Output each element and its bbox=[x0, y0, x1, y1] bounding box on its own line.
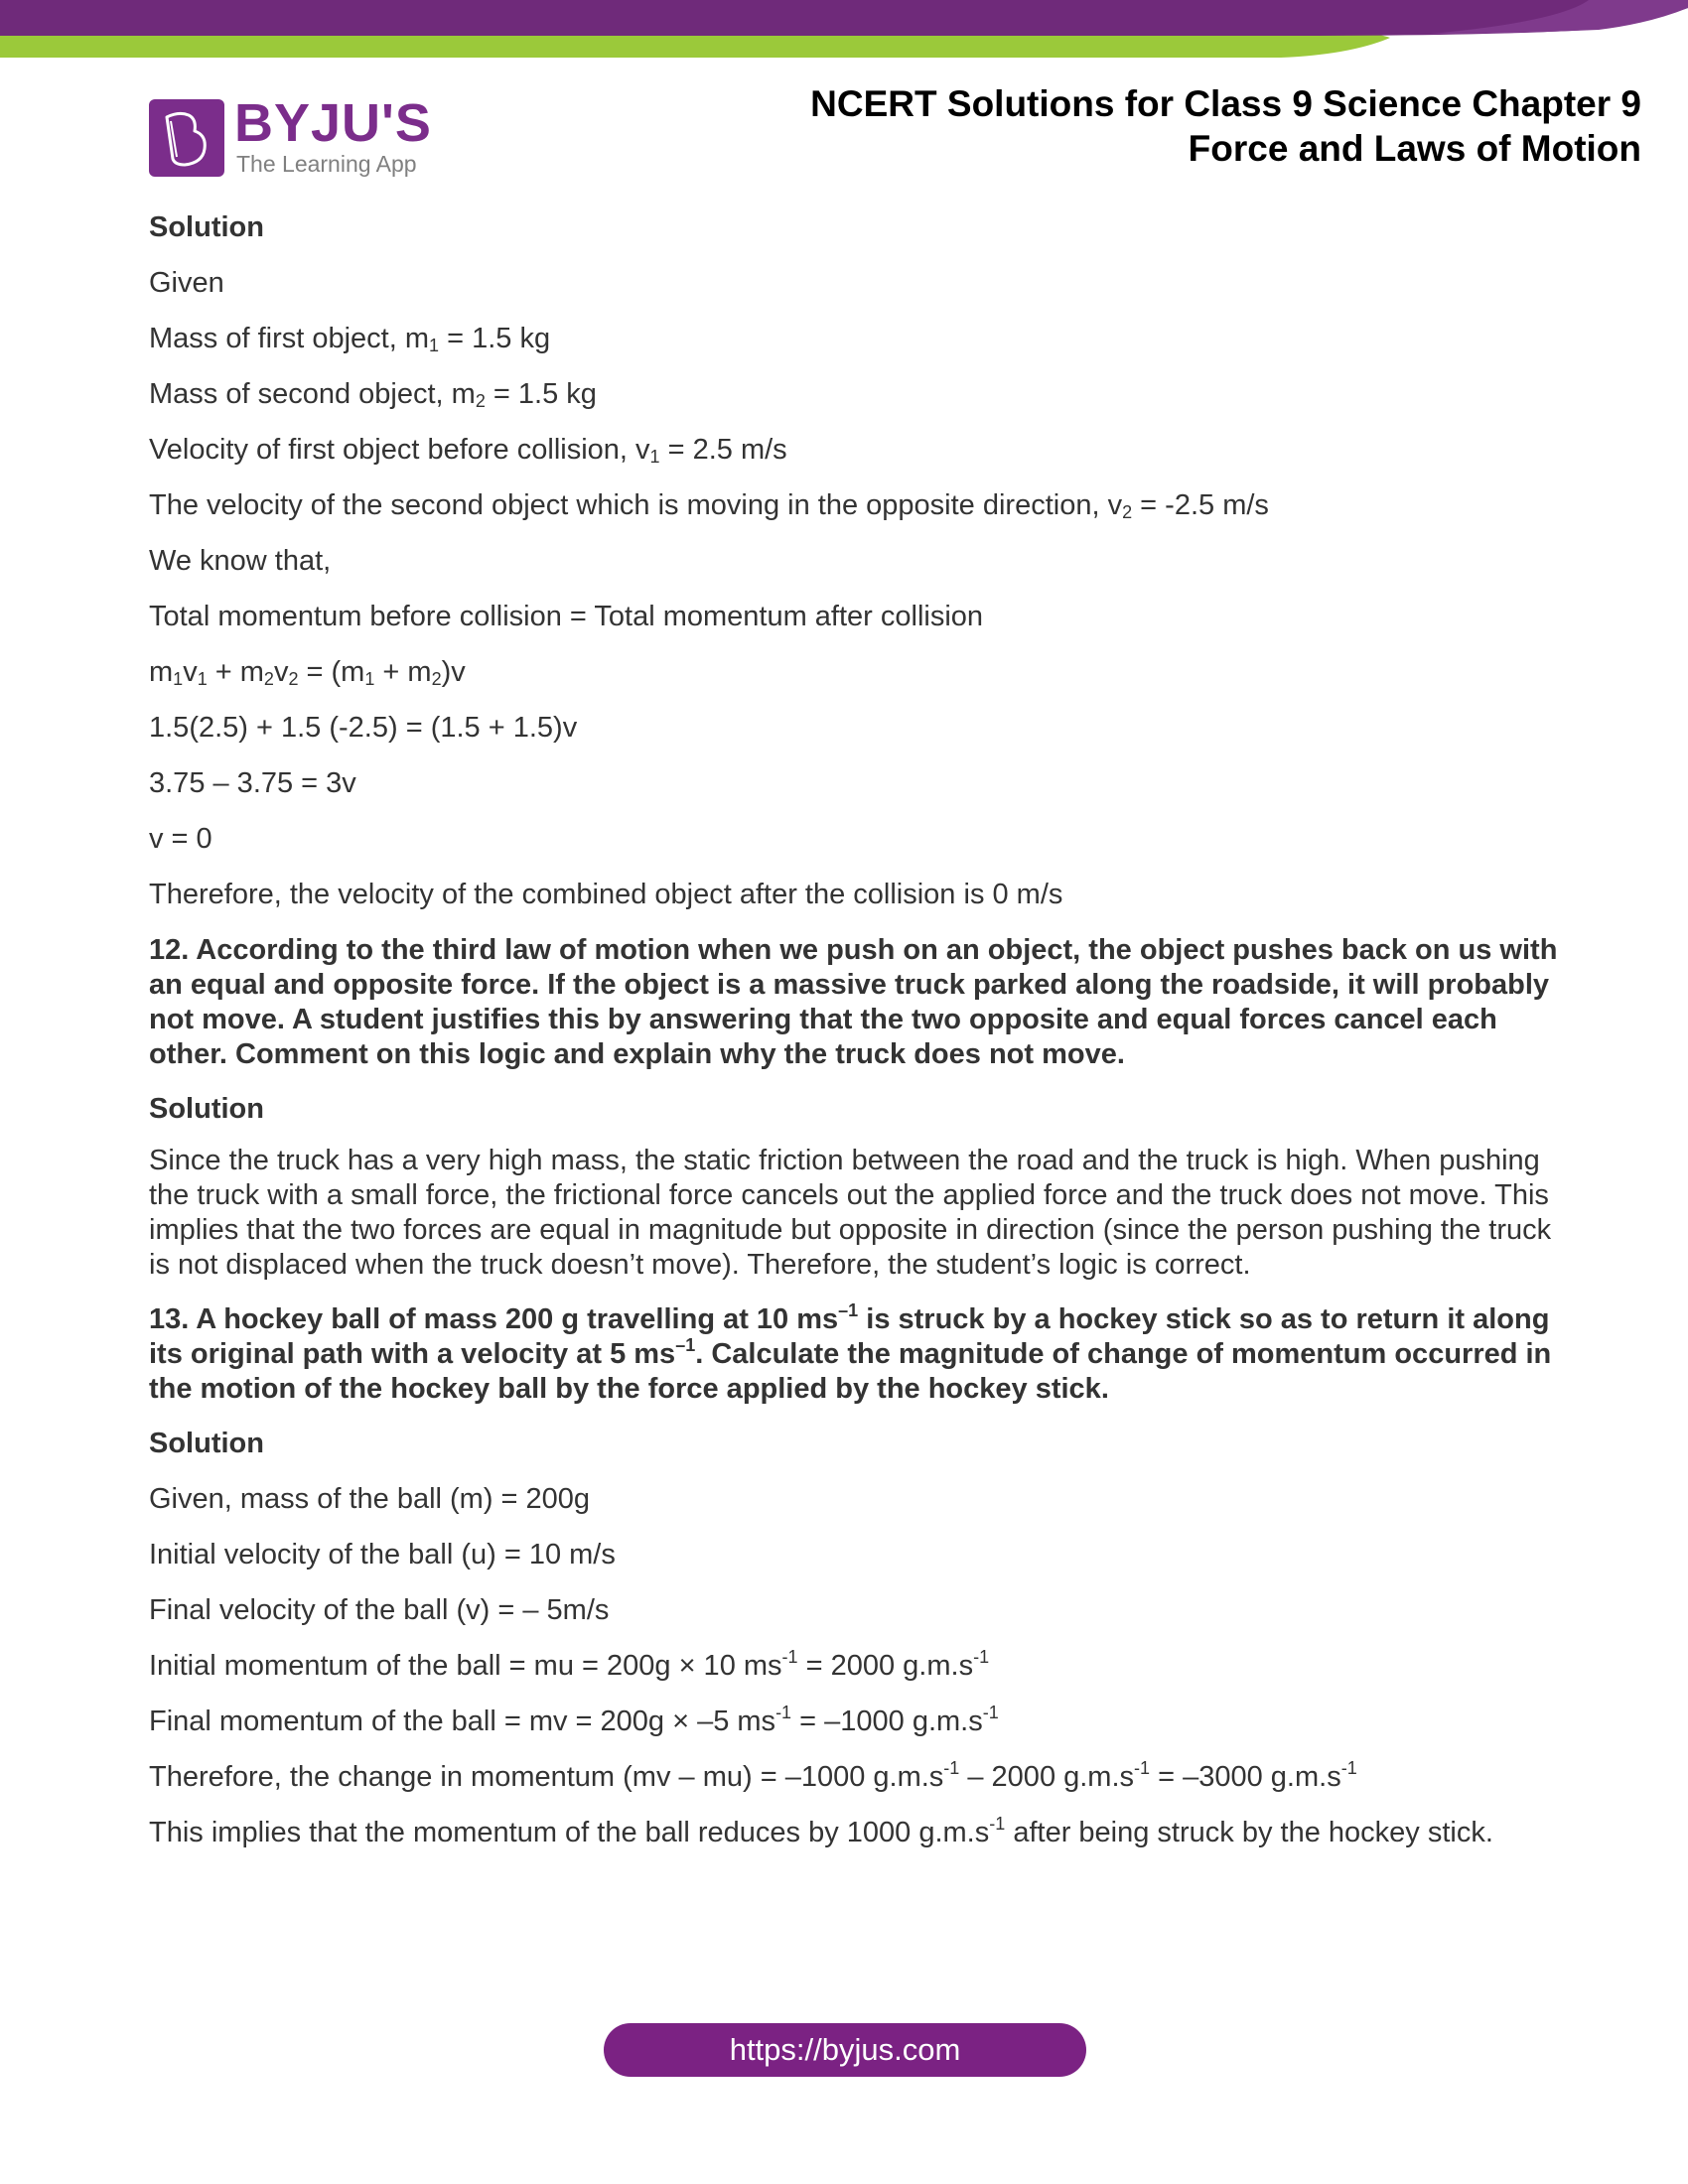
header-decorative-bars bbox=[0, 0, 1688, 62]
momentum-implication: This implies that the momentum of the ball reduces by 1000 $g.m.s^{-1}$ after being struck by the hockey stick. bbox=[149, 1814, 1493, 1848]
velocity-second-object: The velocity of the second object which is moving in the opposite direction, $v_2 = -2.5$ m/s bbox=[149, 489, 1269, 522]
ball-initial-velocity: Initial velocity of the ball (u) = 10 m/s bbox=[149, 1539, 616, 1570]
initial-momentum: Initial momentum of the ball = mu = 200g × 10 $ms^{-1} = 2000$ $g.m.s^{-1}$ bbox=[149, 1647, 990, 1682]
answer-12: Since the truck has a very high mass, the static friction between the road and the truck is high. When pushing the truck with a small force, the frictional force cancels out the applied force and the truck does not move. This implies that the two forces are equal in magnitude but opposite in direction (since the person pushing the truck is not displaced when the truck doesn’t move). Therefore, the student’s logic is correct. bbox=[149, 1145, 1552, 1281]
result-step: v = 0 bbox=[149, 823, 212, 855]
momentum-equation: $m_1v_1 + m_2v_2 = (m_1 + m_2)v$ bbox=[149, 656, 466, 689]
change-in-momentum: Therefore, the change in momentum (mv – mu) = –1000 $g.m.s^{-1} - 2000$ $g.m.s^{-1} = -3000$ $g.m.s^{-1}$ bbox=[149, 1758, 1357, 1793]
final-momentum: Final momentum of the ball = mv = 200g × –5 $ms^{-1} = -1000$ $g.m.s^{-1}$ bbox=[149, 1703, 999, 1737]
brand-tagline: The Learning App bbox=[236, 151, 417, 177]
document-body bbox=[149, 210, 1559, 1870]
page-title-line2: Force and Laws of Motion bbox=[1188, 128, 1641, 169]
substitution-step: 1.5(2.5) + 1.5 (-2.5) = (1.5 + 1.5)v bbox=[149, 712, 578, 744]
byjus-logo bbox=[149, 93, 437, 179]
question-13: 13. A hockey ball of mass 200 g travelling at 10 $ms^{-1}$ is struck by a hockey stick so as to return it along its original path with a velocity at 5 $ms^{-1}$. Calculate the magnitude of change of momentum occurred in the motion of the hockey ball by the force applied by the hockey stick. bbox=[149, 1300, 1552, 1405]
simplification-step: 3.75 – 3.75 = 3v bbox=[149, 767, 356, 799]
brand-name: BYJU'S bbox=[234, 93, 432, 153]
we-know-that: We know that, bbox=[149, 545, 332, 577]
page-title bbox=[810, 81, 1641, 171]
solution-heading-12: Solution bbox=[149, 1093, 264, 1125]
footer-website-link[interactable]: https://byjus.com bbox=[604, 2023, 1086, 2077]
mass-first-object: Mass of first object, $m_1 = 1.5$ kg bbox=[149, 323, 551, 355]
velocity-first-object: Velocity of first object before collision, $v_1 = 2.5$ m/s bbox=[149, 434, 787, 467]
byjus-b-logo-icon bbox=[149, 99, 224, 177]
solution-heading-13: Solution bbox=[149, 1428, 264, 1459]
question-12: 12. According to the third law of motion when we push on an object, the object pushes back on us with an equal and opposite force. If the object is a massive truck parked along the roadside, it will probably not move. A student justifies this by answering that the two opposite and equal forces cancel each other. Comment on this logic and explain why the truck does not move. bbox=[149, 934, 1558, 1070]
mass-second-object: Mass of second object, $m_2 = 1.5$ kg bbox=[149, 378, 597, 411]
solution-heading: Solution bbox=[149, 211, 264, 243]
momentum-conservation-statement: Total momentum before collision = Total momentum after collision bbox=[149, 601, 984, 632]
page-title-line1: NCERT Solutions for Class 9 Science Chapter 9 bbox=[810, 83, 1641, 124]
conclusion-11: Therefore, the velocity of the combined object after the collision is 0 m/s bbox=[149, 879, 1063, 910]
given-label: Given bbox=[149, 267, 224, 299]
ball-mass: Given, mass of the ball (m) = 200g bbox=[149, 1483, 591, 1515]
ball-final-velocity: Final velocity of the ball (v) = – 5m/s bbox=[149, 1594, 610, 1626]
